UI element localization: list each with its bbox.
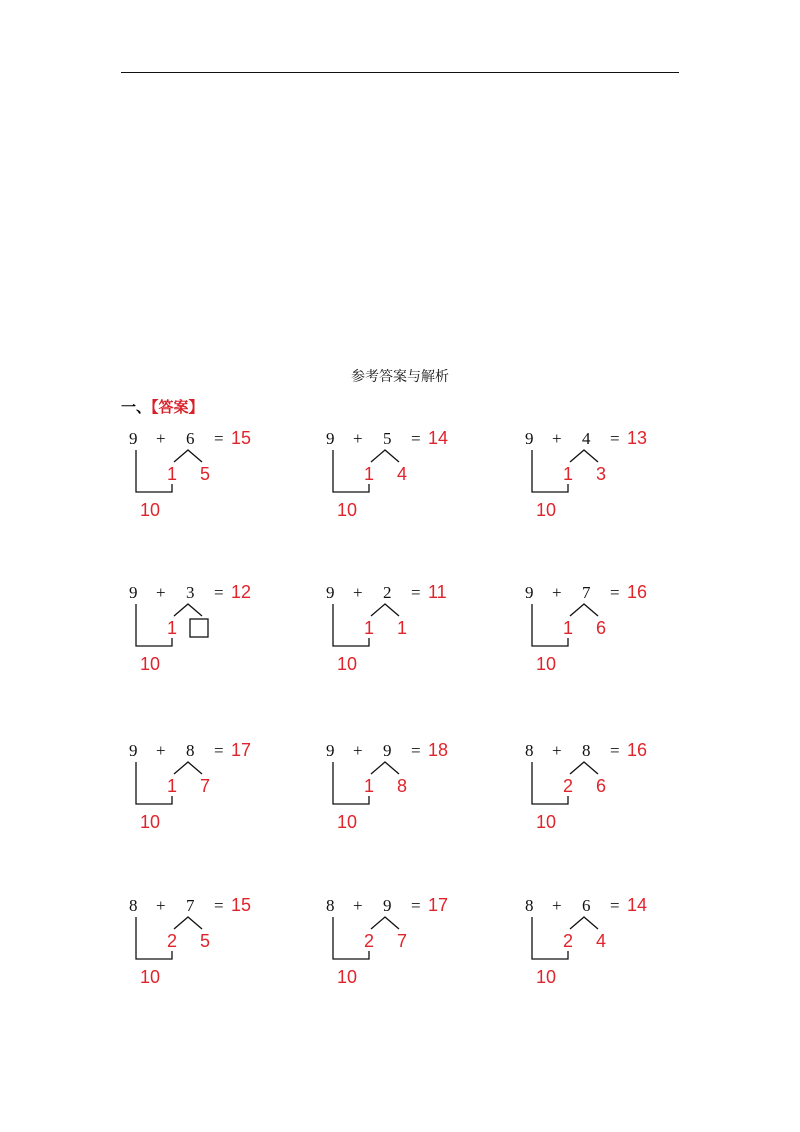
part-two: 4 bbox=[596, 931, 607, 951]
equals-sign: = bbox=[411, 583, 421, 602]
problem-6 bbox=[524, 580, 674, 690]
make-ten-value: 10 bbox=[140, 500, 161, 520]
plus-sign: + bbox=[156, 741, 166, 760]
make-ten-value: 10 bbox=[536, 654, 557, 674]
split-lines bbox=[174, 450, 202, 462]
split-lines bbox=[174, 917, 202, 929]
plus-sign: + bbox=[552, 741, 562, 760]
addend-b: 3 bbox=[186, 583, 195, 602]
make-ten-value: 10 bbox=[140, 967, 161, 987]
split-lines bbox=[570, 762, 598, 774]
section-heading bbox=[121, 396, 204, 417]
part-one: 1 bbox=[167, 776, 178, 796]
addend-b: 4 bbox=[582, 429, 591, 448]
plus-sign: + bbox=[353, 583, 363, 602]
part-one: 1 bbox=[364, 618, 375, 638]
header-rule bbox=[121, 72, 679, 73]
plus-sign: + bbox=[156, 583, 166, 602]
part-one: 1 bbox=[167, 618, 178, 638]
part-one: 2 bbox=[563, 931, 574, 951]
addend-a: 9 bbox=[326, 429, 335, 448]
plus-sign: + bbox=[552, 896, 562, 915]
decomposition-diagram bbox=[325, 738, 475, 848]
part-one: 2 bbox=[364, 931, 375, 951]
plus-sign: + bbox=[353, 429, 363, 448]
problem-7 bbox=[128, 738, 278, 848]
addend-a: 9 bbox=[129, 741, 138, 760]
addend-b: 7 bbox=[582, 583, 591, 602]
addend-a: 8 bbox=[129, 896, 138, 915]
problem-3 bbox=[524, 426, 674, 536]
make-ten-value: 10 bbox=[536, 500, 557, 520]
equals-sign: = bbox=[411, 896, 421, 915]
part-one: 1 bbox=[364, 776, 375, 796]
split-lines bbox=[371, 450, 399, 462]
split-lines bbox=[570, 604, 598, 616]
addend-a: 9 bbox=[525, 583, 534, 602]
part-two: 8 bbox=[397, 776, 408, 796]
make-ten-value: 10 bbox=[536, 967, 557, 987]
make-ten-value: 10 bbox=[337, 500, 358, 520]
section-number: 一、 bbox=[121, 398, 152, 416]
split-lines bbox=[570, 450, 598, 462]
split-lines bbox=[371, 762, 399, 774]
part-two: 6 bbox=[596, 776, 607, 796]
problem-8 bbox=[325, 738, 475, 848]
decomposition-diagram bbox=[325, 426, 475, 536]
plus-sign: + bbox=[156, 429, 166, 448]
make-ten-value: 10 bbox=[536, 812, 557, 832]
part-two: 7 bbox=[397, 931, 408, 951]
addend-a: 9 bbox=[129, 583, 138, 602]
problem-4 bbox=[128, 580, 278, 690]
addend-a: 8 bbox=[326, 896, 335, 915]
part-one: 1 bbox=[167, 464, 178, 484]
part-two: 3 bbox=[596, 464, 607, 484]
problem-12 bbox=[524, 893, 674, 1003]
equals-sign: = bbox=[610, 583, 620, 602]
sum-answer: 17 bbox=[428, 895, 449, 915]
problem-10 bbox=[128, 893, 278, 1003]
addend-a: 8 bbox=[525, 896, 534, 915]
equals-sign: = bbox=[214, 583, 224, 602]
sum-answer: 18 bbox=[428, 740, 449, 760]
addend-a: 9 bbox=[525, 429, 534, 448]
sum-answer: 15 bbox=[231, 895, 252, 915]
addend-b: 6 bbox=[186, 429, 195, 448]
addend-a: 9 bbox=[129, 429, 138, 448]
addend-a: 9 bbox=[326, 741, 335, 760]
addend-b: 7 bbox=[186, 896, 195, 915]
split-lines bbox=[174, 604, 202, 616]
equals-sign: = bbox=[411, 429, 421, 448]
problem-9 bbox=[524, 738, 674, 848]
make-ten-value: 10 bbox=[337, 654, 358, 674]
part-two: 7 bbox=[200, 776, 211, 796]
equals-sign: = bbox=[610, 896, 620, 915]
page-title: 参考答案与解析 bbox=[351, 369, 449, 385]
split-lines bbox=[371, 917, 399, 929]
split-lines bbox=[174, 762, 202, 774]
split-lines bbox=[371, 604, 399, 616]
equals-sign: = bbox=[214, 429, 224, 448]
problem-5 bbox=[325, 580, 475, 690]
sum-answer: 12 bbox=[231, 582, 252, 602]
part-two: 4 bbox=[397, 464, 408, 484]
addend-b: 8 bbox=[582, 741, 591, 760]
part-one: 2 bbox=[167, 931, 178, 951]
make-ten-value: 10 bbox=[140, 812, 161, 832]
problem-11 bbox=[325, 893, 475, 1003]
part-one: 1 bbox=[563, 464, 574, 484]
addend-b: 6 bbox=[582, 896, 591, 915]
sum-answer: 16 bbox=[627, 740, 648, 760]
decomposition-diagram bbox=[128, 580, 278, 690]
plus-sign: + bbox=[156, 896, 166, 915]
addend-a: 9 bbox=[326, 583, 335, 602]
part-one: 2 bbox=[563, 776, 574, 796]
sum-answer: 16 bbox=[627, 582, 648, 602]
plus-sign: + bbox=[353, 741, 363, 760]
decomposition-diagram bbox=[128, 738, 278, 848]
decomposition-diagram bbox=[128, 893, 278, 1003]
addend-b: 9 bbox=[383, 896, 392, 915]
plus-sign: + bbox=[353, 896, 363, 915]
section-label: 【答案】 bbox=[151, 398, 204, 416]
make-ten-value: 10 bbox=[337, 812, 358, 832]
sum-answer: 14 bbox=[428, 428, 449, 448]
addend-a: 8 bbox=[525, 741, 534, 760]
split-lines bbox=[570, 917, 598, 929]
equals-sign: = bbox=[610, 429, 620, 448]
part-two: 5 bbox=[200, 464, 211, 484]
addend-b: 9 bbox=[383, 741, 392, 760]
decomposition-diagram bbox=[325, 580, 475, 690]
problem-2 bbox=[325, 426, 475, 536]
part-one: 1 bbox=[563, 618, 574, 638]
decomposition-diagram bbox=[128, 426, 278, 536]
make-ten-value: 10 bbox=[337, 967, 358, 987]
decomposition-diagram bbox=[524, 738, 674, 848]
addend-b: 2 bbox=[383, 583, 392, 602]
addend-b: 5 bbox=[383, 429, 392, 448]
blank-box bbox=[190, 619, 208, 637]
equals-sign: = bbox=[214, 741, 224, 760]
sum-answer: 15 bbox=[231, 428, 252, 448]
sum-answer: 13 bbox=[627, 428, 648, 448]
sum-answer: 17 bbox=[231, 740, 252, 760]
equals-sign: = bbox=[411, 741, 421, 760]
equals-sign: = bbox=[610, 741, 620, 760]
decomposition-diagram bbox=[524, 580, 674, 690]
addend-b: 8 bbox=[186, 741, 195, 760]
decomposition-diagram bbox=[325, 893, 475, 1003]
decomposition-diagram bbox=[524, 426, 674, 536]
part-two: 5 bbox=[200, 931, 211, 951]
problem-1 bbox=[128, 426, 278, 536]
equals-sign: = bbox=[214, 896, 224, 915]
part-one: 1 bbox=[364, 464, 375, 484]
sum-answer: 11 bbox=[428, 582, 447, 602]
plus-sign: + bbox=[552, 429, 562, 448]
decomposition-diagram bbox=[524, 893, 674, 1003]
sum-answer: 14 bbox=[627, 895, 648, 915]
part-two: 1 bbox=[397, 618, 408, 638]
plus-sign: + bbox=[552, 583, 562, 602]
part-two: 6 bbox=[596, 618, 607, 638]
make-ten-value: 10 bbox=[140, 654, 161, 674]
